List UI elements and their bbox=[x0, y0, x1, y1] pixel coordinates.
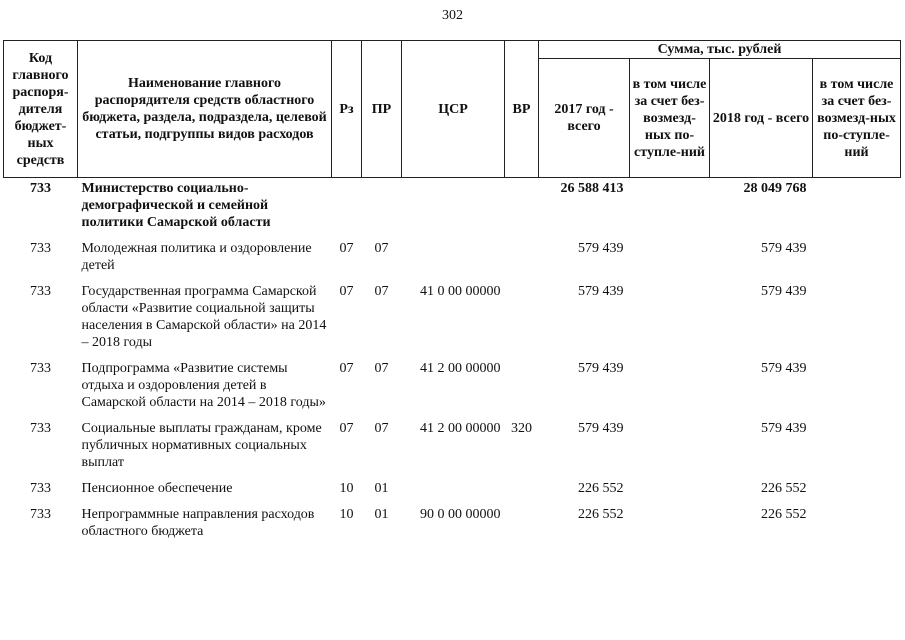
gratuitous-2018-cell bbox=[813, 283, 901, 360]
csr-cell: 41 2 00 00000 bbox=[420, 361, 501, 376]
rz-cell: 07 bbox=[339, 241, 354, 256]
gratuitous-2017-cell bbox=[630, 178, 710, 241]
header-vr: ВР bbox=[505, 41, 539, 178]
table-row bbox=[4, 240, 901, 283]
vr-cell bbox=[505, 506, 539, 549]
header-rz: Рз bbox=[332, 41, 362, 178]
table-header bbox=[4, 41, 901, 178]
header-name: Наименование главного распорядителя средств областного бюджета, раздела, подраздела, целевой статьи, подгруппы видов расходов bbox=[78, 41, 332, 178]
vr-cell bbox=[505, 283, 539, 360]
table-body bbox=[4, 178, 901, 550]
sum-2018-cell: 579 439 bbox=[761, 241, 807, 256]
name-cell: Молодежная политика и оздоровление детей bbox=[81, 241, 312, 273]
rz-cell: 07 bbox=[339, 284, 354, 299]
rz-cell: 07 bbox=[339, 361, 354, 376]
pr-cell: 07 bbox=[374, 284, 389, 299]
pr-cell: 01 bbox=[374, 507, 389, 522]
name-cell: Министерство социально-демографической и семейной политики Самарской области bbox=[81, 181, 271, 230]
sum-2017-cell: 226 552 bbox=[578, 481, 624, 496]
gratuitous-2018-cell bbox=[813, 506, 901, 549]
code-cell: 733 bbox=[30, 241, 51, 256]
pr-cell: 07 bbox=[374, 421, 389, 436]
csr-cell: 41 2 00 00000 bbox=[420, 421, 501, 436]
sum-2018-cell: 28 049 768 bbox=[743, 181, 807, 196]
name-cell: Подпрограмма «Развитие системы отдыха и оздоровления детей в Самарской области на 2014 – 2018 годы» bbox=[81, 361, 326, 410]
name-cell: Социальные выплаты гражданам, кроме публичных нормативных социальных выплат bbox=[81, 421, 322, 470]
rz-cell: 10 bbox=[339, 507, 354, 522]
code-cell: 733 bbox=[30, 481, 51, 496]
table-row bbox=[4, 360, 901, 420]
gratuitous-2018-cell bbox=[813, 420, 901, 480]
gratuitous-2017-cell bbox=[630, 480, 710, 506]
gratuitous-2017-cell bbox=[630, 360, 710, 420]
code-cell: 733 bbox=[30, 507, 51, 522]
code-cell: 733 bbox=[30, 181, 51, 196]
header-2018-total: 2018 год - всего bbox=[710, 59, 813, 178]
vr-cell: 320 bbox=[511, 421, 532, 436]
csr-cell bbox=[402, 480, 505, 506]
csr-cell: 90 0 00 00000 bbox=[420, 507, 501, 522]
gratuitous-2017-cell bbox=[630, 506, 710, 549]
gratuitous-2017-cell bbox=[630, 283, 710, 360]
header-pr: ПР bbox=[362, 41, 402, 178]
vr-cell bbox=[505, 360, 539, 420]
page-number: 302 bbox=[442, 8, 463, 23]
sum-2018-cell: 579 439 bbox=[761, 421, 807, 436]
sum-2017-cell: 226 552 bbox=[578, 507, 624, 522]
sum-2018-cell: 579 439 bbox=[761, 361, 807, 376]
rz-cell bbox=[332, 178, 362, 241]
sum-2018-cell: 579 439 bbox=[761, 284, 807, 299]
header-2017-total: 2017 год - всего bbox=[539, 59, 630, 178]
gratuitous-2018-cell bbox=[813, 360, 901, 420]
table-row bbox=[4, 506, 901, 549]
header-code: Код главного распоря-дителя бюджет-ных средств bbox=[4, 41, 78, 178]
name-cell: Государственная программа Самарской области «Развитие социальной защиты населения в Самарской области» на 2014 – 2018 годы bbox=[81, 284, 327, 350]
header-2017-gratuitous: в том числе за счет без-возмезд-ных по-ступле-ний bbox=[630, 59, 710, 178]
gratuitous-2018-cell bbox=[813, 240, 901, 283]
gratuitous-2018-cell bbox=[813, 178, 901, 241]
pr-cell bbox=[362, 178, 402, 241]
table-row bbox=[4, 480, 901, 506]
code-cell: 733 bbox=[30, 284, 51, 299]
sum-2018-cell: 226 552 bbox=[761, 481, 807, 496]
pr-cell: 07 bbox=[374, 241, 389, 256]
csr-cell: 41 0 00 00000 bbox=[420, 284, 501, 299]
header-csr: ЦСР bbox=[402, 41, 505, 178]
sum-2017-cell: 579 439 bbox=[578, 361, 624, 376]
gratuitous-2018-cell bbox=[813, 480, 901, 506]
rz-cell: 07 bbox=[339, 421, 354, 436]
code-cell: 733 bbox=[30, 361, 51, 376]
gratuitous-2017-cell bbox=[630, 240, 710, 283]
code-cell: 733 bbox=[30, 421, 51, 436]
csr-cell bbox=[402, 240, 505, 283]
sum-2017-cell: 579 439 bbox=[578, 421, 624, 436]
sum-2018-cell: 226 552 bbox=[761, 507, 807, 522]
table-row bbox=[4, 420, 901, 480]
budget-table bbox=[3, 40, 901, 549]
table-row bbox=[4, 283, 901, 360]
vr-cell bbox=[505, 178, 539, 241]
name-cell: Непрограммные направления расходов областного бюджета bbox=[81, 507, 315, 539]
header-sum-group: Сумма, тыс. рублей bbox=[539, 41, 901, 59]
sum-2017-cell: 579 439 bbox=[578, 284, 624, 299]
header-2018-gratuitous: в том числе за счет без-возмезд-ных по-ступле-ний bbox=[813, 59, 901, 178]
pr-cell: 01 bbox=[374, 481, 389, 496]
table-row bbox=[4, 178, 901, 241]
vr-cell bbox=[505, 480, 539, 506]
pr-cell: 07 bbox=[374, 361, 389, 376]
sum-2017-cell: 26 588 413 bbox=[560, 181, 624, 196]
rz-cell: 10 bbox=[339, 481, 354, 496]
sum-2017-cell: 579 439 bbox=[578, 241, 624, 256]
csr-cell bbox=[402, 178, 505, 241]
name-cell: Пенсионное обеспечение bbox=[81, 481, 233, 496]
gratuitous-2017-cell bbox=[630, 420, 710, 480]
vr-cell bbox=[505, 240, 539, 283]
